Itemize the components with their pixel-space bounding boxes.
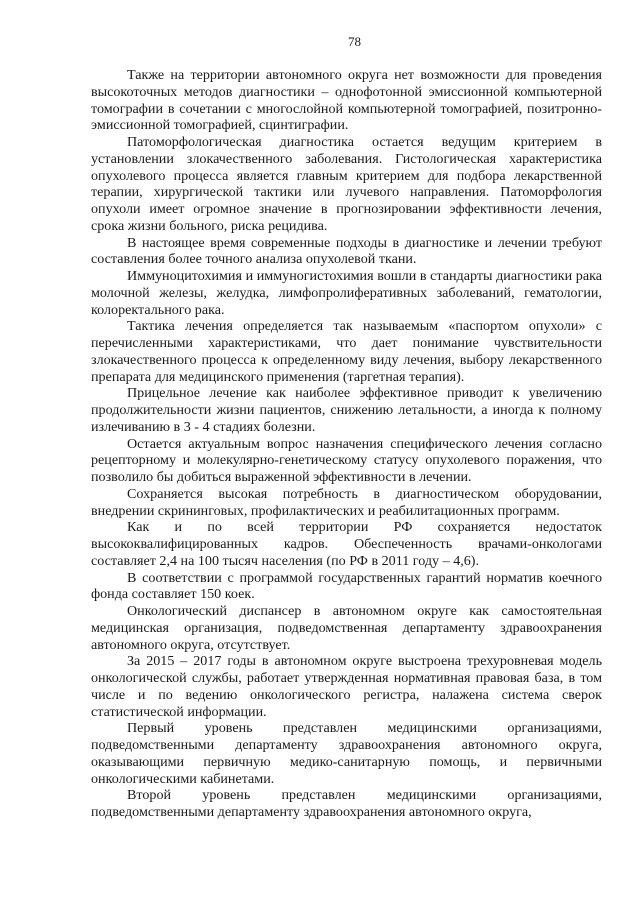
paragraph: Тактика лечения определяется так называемым «паспортом опухоли» с перечисленными характеристиками, что дает понимание чувствительности злокачественного процесса к определенному виду лечения, выбору лекарственного препарата для медицинского применения (таргетная терапия).	[91, 318, 602, 385]
paragraph: Второй уровень представлен медицинскими организациями, подведомственными департаменту здравоохранения автономного округа,	[91, 787, 602, 820]
paragraph: Онкологический диспансер в автономном округе как самостоятельная медицинская организация, подведомственная департаменту здравоохранения автономного округа, отсутствует.	[91, 603, 602, 653]
paragraph: Первый уровень представлен медицинскими организациями, подведомственными департаменту здравоохранения автономного округа, оказывающими первичную медико-санитарную помощь, и первичными онкологическими кабинетами.	[91, 720, 602, 787]
paragraph: Патоморфологическая диагностика остается ведущим критерием в установлении злокачественного заболевания. Гистологическая характеристика опухолевого процесса является главным критерием для подбора лекарственной терапии, хирургической тактики или лучевого направления. Патоморфология опухоли имеет огромное значение в прогнозировании эффективности лечения, срока жизни больного, риска рецидива.	[91, 134, 602, 234]
paragraph: В настоящее время современные подходы в диагностике и лечении требуют составления более точного анализа опухолевой ткани.	[91, 234, 602, 268]
paragraph: Прицельное лечение как наиболее эффективное приводит к увеличению продолжительности жизни пациентов, снижению летальности, а иногда к полному излечиванию в 3 - 4 стадиях болезни.	[91, 385, 602, 435]
paragraph: Как и по всей территории РФ сохраняется недостаток высококвалифицированных кадров. Обеспеченность врачами-онкологами составляет 2,4 на 100 тысяч населения (по РФ в 2011 году – 4,6).	[91, 519, 602, 569]
paragraph: За 2015 – 2017 годы в автономном округе выстроена трехуровневая модель онкологической службы, работает утвержденная нормативная правовая база, в том числе и по ведению онкологического регистра, налажена система сверок статистической информации.	[91, 653, 602, 720]
paragraph: Остается актуальным вопрос назначения специфического лечения согласно рецепторному и молекулярно-генетическому статусу опухолевого поражения, что позволило бы добиться выраженной эффективности в лечении.	[91, 435, 602, 485]
paragraph: Иммуноцитохимия и иммуногистохимия вошли в стандарты диагностики рака молочной железы, желудка, лимфопролиферативных заболеваний, гематологии, колоректального рака.	[91, 268, 602, 318]
paragraph: Также на территории автономного округа нет возможности для проведения высокоточных методов диагностики – однофотонной эмиссионной компьютерной томографии в сочетании с многослойной компьютерной томографией, позитронно-эмиссионной томографией, сцинтиграфии.	[91, 67, 602, 134]
paragraph: Сохраняется высокая потребность в диагностическом оборудовании, внедрении скрининговых, профилактических и реабилитационных программ.	[91, 485, 602, 519]
paragraph: В соответствии с программой государственных гарантий норматив коечного фонда составляет 150 коек.	[91, 569, 602, 603]
page-number: 78	[348, 34, 361, 49]
